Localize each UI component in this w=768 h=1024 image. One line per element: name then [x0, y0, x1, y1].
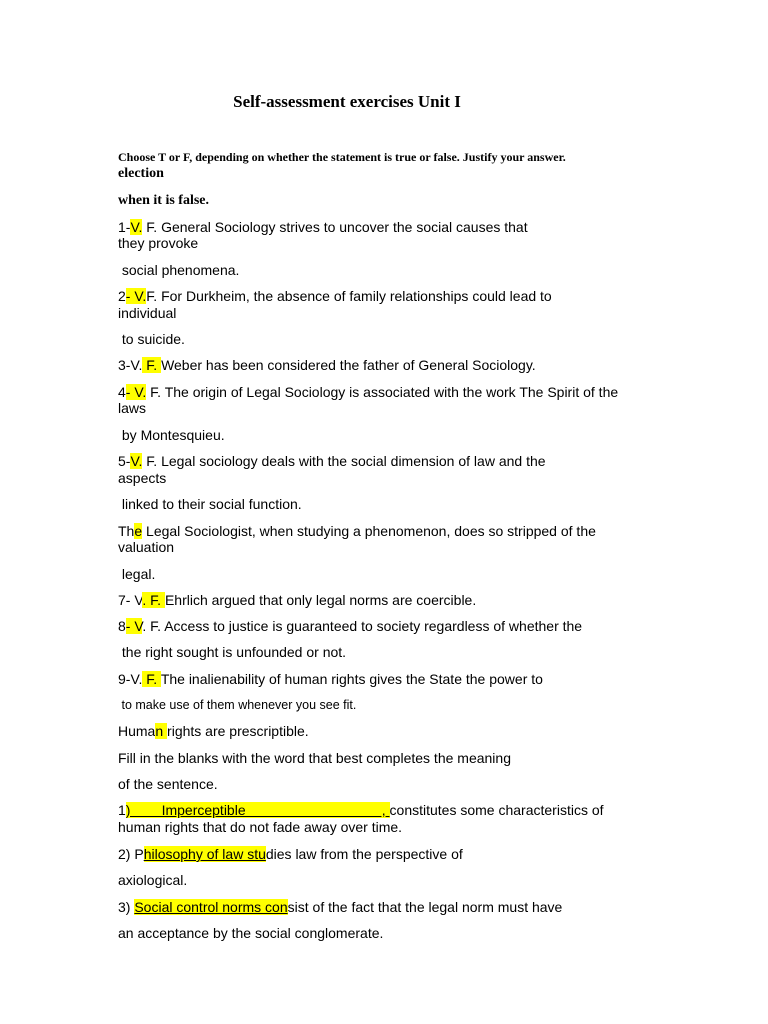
q9-highlight: F. [142, 671, 161, 687]
instruction-text: Choose T or F, depending on whether the statement is true or false. Justify your answer. [118, 150, 566, 164]
q6-prefix: Th [118, 523, 135, 539]
question-5-line-3: linked to their social function. [118, 496, 302, 512]
question-5 [118, 453, 678, 469]
q7-prefix: 7- V [118, 592, 143, 608]
page-title: Self-assessment exercises Unit I [233, 92, 461, 111]
fill-1-line-2: human rights that do not fade away over time. [118, 819, 403, 835]
f1-text: constitutes some characteristics of [389, 802, 604, 818]
q1-highlight: V. [130, 219, 143, 235]
question-7 [118, 592, 678, 608]
f1-answer: ) Imperceptible , [125, 802, 390, 818]
question-9-line-2: to make use of them whenever you see fit. [118, 698, 357, 712]
fill-intro-1: Fill in the blanks with the word that best completes the meaning [118, 750, 511, 766]
q10-text: rights are prescriptible. [167, 723, 309, 739]
f3-answer: Social control norms con [134, 899, 288, 915]
q1-text: F. General Sociology strives to uncover the social causes that [142, 219, 528, 235]
q5-prefix: 5- [118, 453, 131, 469]
instruction-text-2: election [118, 166, 164, 181]
q2-highlight: - V. [125, 288, 147, 304]
question-1-line-3: social phenomena. [118, 262, 240, 278]
instruction-text-3: when it is false. [118, 193, 209, 208]
f1-prefix: 1 [118, 802, 126, 818]
question-6-line-2: valuation [118, 539, 175, 555]
q6-text: Legal Sociologist, when studying a phenomenon, does so stripped of the [142, 523, 596, 539]
q7-highlight: . F. [142, 592, 165, 608]
q3-highlight: F. [142, 357, 162, 373]
q5-highlight: V. [130, 453, 143, 469]
question-1-line-2: they provoke [118, 235, 199, 251]
question-10 [118, 723, 678, 739]
question-2 [118, 288, 678, 304]
question-5-line-2: aspects [118, 470, 167, 486]
q3-prefix: 3-V. [118, 357, 143, 373]
question-8 [118, 618, 678, 634]
question-4-line-3: by Montesquieu. [118, 427, 225, 443]
fill-1 [118, 802, 678, 818]
question-6 [118, 523, 678, 539]
q8-highlight: - V [125, 618, 143, 634]
f3-text: sist of the fact that the legal norm must have [287, 899, 563, 915]
q5-text: F. Legal sociology deals with the social dimension of law and the [142, 453, 546, 469]
question-3 [118, 357, 678, 373]
fill-3 [118, 899, 678, 915]
f2-text: dies law from the perspective of [265, 846, 463, 862]
q1-prefix: 1- [118, 219, 131, 235]
question-2-line-2: individual [118, 305, 177, 321]
question-8-line-2: the right sought is unfounded or not. [118, 644, 347, 660]
q4-text: F. The origin of Legal Sociology is associated with the work The Spirit of the [146, 384, 619, 400]
q9-text: The inalienability of human rights gives the State the power to [160, 671, 543, 687]
question-6-line-3: legal. [118, 566, 156, 582]
q4-highlight: - V. [125, 384, 147, 400]
q8-prefix: 8 [118, 618, 126, 634]
question-2-line-3: to suicide. [118, 331, 185, 347]
fill-intro-2: of the sentence. [118, 776, 218, 792]
q3-text: Weber has been considered the father of General Sociology. [161, 357, 536, 373]
q9-prefix: 9-V. [118, 671, 143, 687]
q6-highlight: e [134, 523, 143, 539]
q4-prefix: 4 [118, 384, 126, 400]
fill-2-line-2: axiological. [118, 872, 188, 888]
question-4 [118, 384, 678, 400]
q8-text: . F. Access to justice is guaranteed to society regardless of whether the [142, 618, 583, 634]
q2-text: F. For Durkheim, the absence of family relationships could lead to [146, 288, 552, 304]
fill-2 [118, 846, 678, 862]
question-1 [118, 219, 678, 235]
f2-answer: hilosophy of law stu [143, 846, 266, 862]
q2-prefix: 2 [118, 288, 126, 304]
fill-3-line-2: an acceptance by the social conglomerate. [118, 925, 384, 941]
question-9 [118, 671, 678, 687]
question-4-line-2: laws [118, 400, 147, 416]
f3-prefix: 3) [118, 899, 135, 915]
q10-highlight: n [155, 723, 168, 739]
q7-text: Ehrlich argued that only legal norms are coercible. [164, 592, 477, 608]
q10-prefix: Huma [118, 723, 156, 739]
f2-prefix: 2) P [118, 846, 144, 862]
